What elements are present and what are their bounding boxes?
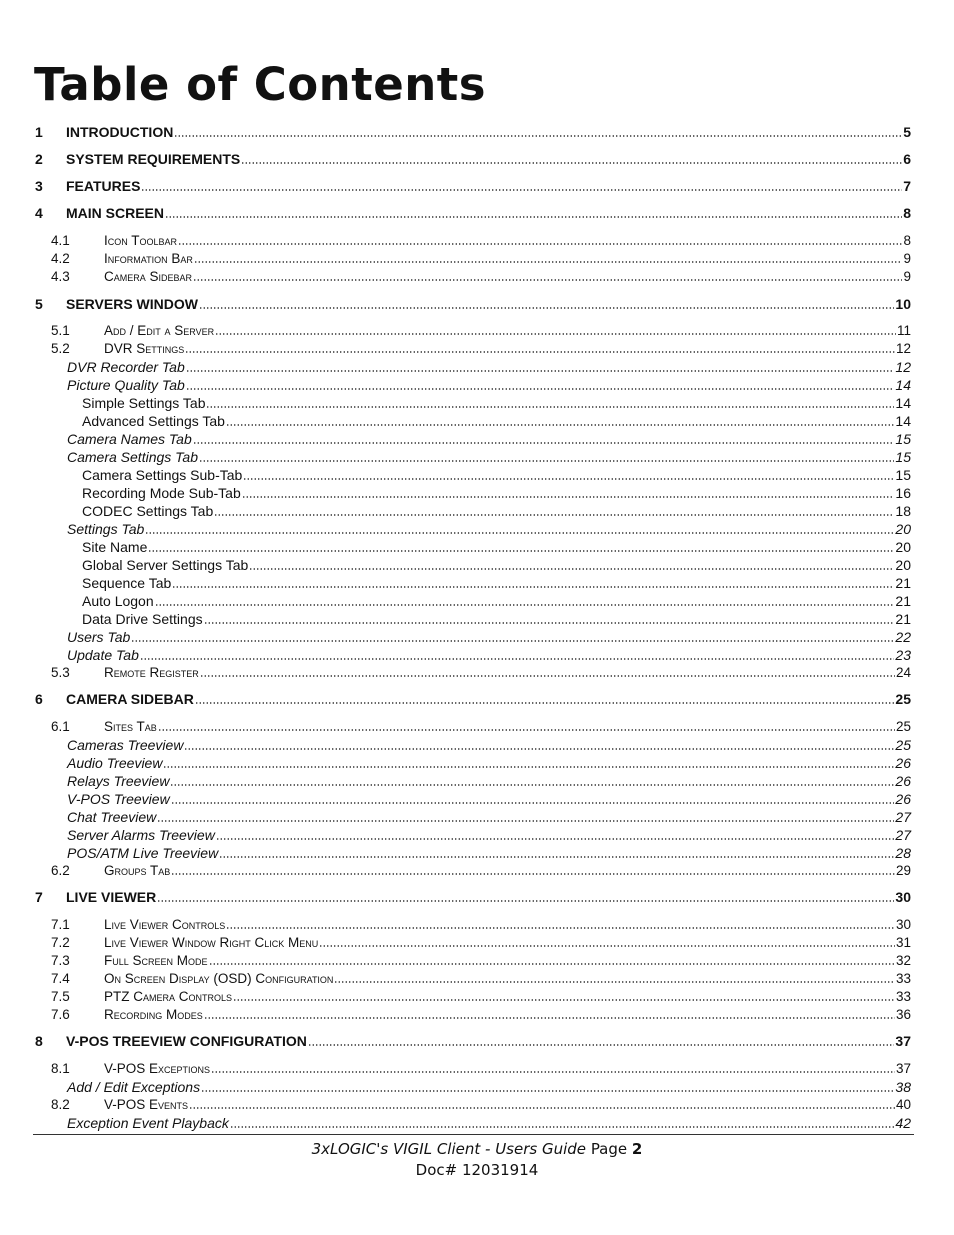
- dot-leader: [308, 1033, 895, 1047]
- toc-entry-label: CAMERA SIDEBAR: [66, 691, 194, 707]
- toc-entry[interactable]: [0, 575, 954, 591]
- toc-entry-label: Full Screen Mode: [104, 953, 208, 968]
- toc-entry[interactable]: [0, 467, 954, 483]
- dot-leader: [230, 1115, 895, 1129]
- toc-entry-label: Live Viewer Window Right Click Menu: [104, 935, 319, 950]
- toc-entry-page-number: 25: [895, 719, 911, 734]
- dot-leader: [186, 359, 895, 373]
- toc-entry[interactable]: [0, 953, 954, 968]
- toc-entry-page-number: 20: [895, 539, 911, 555]
- toc-entry-label: Sites Tab: [104, 719, 157, 734]
- toc-entry-page-number: 42: [895, 1115, 911, 1131]
- toc-entry-page-number: 15: [895, 449, 911, 465]
- toc-entry-label: Update Tab: [67, 647, 139, 663]
- toc-entry-number: 8.2: [51, 1097, 70, 1112]
- dot-leader: [184, 737, 894, 751]
- toc-entry-number: 7: [35, 889, 43, 905]
- toc-entry[interactable]: [0, 539, 954, 555]
- toc-entry[interactable]: [0, 557, 954, 573]
- dot-leader: [174, 124, 902, 138]
- toc-entry[interactable]: [0, 359, 954, 375]
- toc-entry-page-number: 9: [903, 251, 911, 266]
- toc-entry-label: V-POS TREEVIEW CONFIGURATION: [66, 1033, 307, 1049]
- toc-entry-number: 2: [35, 151, 43, 167]
- toc-entry[interactable]: [0, 809, 954, 825]
- dot-leader: [186, 377, 895, 391]
- toc-entry-page-number: 26: [895, 755, 911, 771]
- footer-guide-title: 3xLOGIC's VIGIL Client - Users Guide: [311, 1140, 587, 1158]
- toc-entry[interactable]: [0, 1097, 954, 1112]
- toc-entry[interactable]: [0, 377, 954, 393]
- toc-entry[interactable]: [0, 593, 954, 609]
- toc-entry[interactable]: [0, 889, 954, 905]
- toc-entry-label: Data Drive Settings: [82, 611, 203, 627]
- toc-entry-label: V-POS Events: [104, 1097, 189, 1112]
- toc-entry-label: Picture Quality Tab: [67, 377, 185, 393]
- toc-entry-label: Chat Treeview: [67, 809, 157, 825]
- toc-entry-label: Site Name: [82, 539, 148, 555]
- toc-entry-page-number: 5: [903, 124, 911, 140]
- toc-entry[interactable]: [0, 251, 954, 266]
- dot-leader: [241, 151, 902, 165]
- toc-entry-label: Add / Edit a Server: [104, 323, 215, 338]
- toc-entry-label: LIVE VIEWER: [66, 889, 157, 905]
- toc-entry-label: Auto Logon: [82, 593, 154, 609]
- toc-entry-page-number: 27: [895, 809, 911, 825]
- dot-leader: [172, 575, 894, 589]
- toc-entry-label: Camera Settings Tab: [67, 449, 198, 465]
- toc-entry-label: Add / Edit Exceptions: [67, 1079, 201, 1095]
- toc-entry[interactable]: [0, 629, 954, 645]
- toc-entry-page-number: 24: [895, 665, 911, 680]
- toc-entry-page-number: 7: [903, 178, 911, 194]
- toc-entry[interactable]: [0, 719, 954, 734]
- toc-entry-label: Recording Mode Sub-Tab: [82, 485, 241, 501]
- toc-entry-label: On Screen Display (OSD) Configuration: [104, 971, 334, 986]
- toc-entry-label: Cameras Treeview: [67, 737, 184, 753]
- toc-entry[interactable]: [0, 124, 954, 140]
- toc-entry[interactable]: [0, 989, 954, 1004]
- toc-entry-number: 7.5: [51, 989, 70, 1004]
- toc-entry-label: Camera Names Tab: [67, 431, 192, 447]
- dot-leader: [145, 521, 894, 535]
- dot-leader: [158, 719, 895, 733]
- toc-entry-number: 4.3: [51, 269, 70, 284]
- dot-leader: [155, 593, 895, 607]
- toc-entry-page-number: 30: [895, 917, 911, 932]
- toc-entry[interactable]: [0, 691, 954, 707]
- toc-entry-page-number: 20: [895, 521, 911, 537]
- toc-entry-number: 5.2: [51, 341, 70, 356]
- toc-entry[interactable]: [0, 827, 954, 843]
- dot-leader: [226, 413, 894, 427]
- toc-entry-number: 4.1: [51, 233, 70, 248]
- toc-entry[interactable]: [0, 791, 954, 807]
- toc-entry[interactable]: [0, 395, 954, 411]
- toc-entry-page-number: 25: [895, 737, 911, 753]
- toc-entry-label: Global Server Settings Tab: [82, 557, 249, 573]
- dot-leader: [242, 485, 895, 499]
- toc-entry-label: Remote Register: [104, 665, 199, 680]
- toc-entry-page-number: 29: [895, 863, 911, 878]
- toc-entry-label: V-POS Exceptions: [104, 1061, 211, 1076]
- dot-leader: [189, 1097, 895, 1111]
- toc-entry[interactable]: [0, 737, 954, 753]
- dot-leader: [171, 791, 895, 805]
- dot-leader: [200, 665, 895, 679]
- dot-leader: [243, 467, 894, 481]
- toc-entry-page-number: 32: [895, 953, 911, 968]
- toc-entry[interactable]: [0, 755, 954, 771]
- toc-entry-number: 4.2: [51, 251, 70, 266]
- toc-entry-page-number: 16: [895, 485, 911, 501]
- toc-entry-page-number: 33: [895, 971, 911, 986]
- toc-entry-label: Live Viewer Controls: [104, 917, 226, 932]
- toc-entry-label: DVR Recorder Tab: [67, 359, 185, 375]
- toc-entry-page-number: 14: [895, 395, 911, 411]
- dot-leader: [131, 629, 894, 643]
- dot-leader: [165, 205, 902, 219]
- toc-entry-page-number: 6: [903, 151, 911, 167]
- toc-entry-page-number: 20: [895, 557, 911, 573]
- toc-entry-page-number: 8: [903, 205, 911, 221]
- toc-entry-label: CODEC Settings Tab: [82, 503, 214, 519]
- toc-entry[interactable]: [0, 341, 954, 356]
- dot-leader: [204, 611, 895, 625]
- toc-entry-number: 5: [35, 296, 43, 312]
- toc-entry-page-number: 15: [895, 431, 911, 447]
- toc-entry[interactable]: [0, 665, 954, 680]
- toc-entry-page-number: 21: [895, 575, 911, 591]
- dot-leader: [170, 773, 894, 787]
- toc-entry-label: Server Alarms Treeview: [67, 827, 215, 843]
- toc-entry[interactable]: [0, 485, 954, 501]
- toc-entry-label: FEATURES: [66, 178, 141, 194]
- toc-entry-page-number: 14: [895, 377, 911, 393]
- toc-entry-page-number: 37: [895, 1061, 911, 1076]
- dot-leader: [141, 178, 902, 192]
- toc-entry-page-number: 31: [895, 935, 911, 950]
- toc-entry-page-number: 40: [895, 1097, 911, 1112]
- toc-entry-label: V-POS Treeview: [67, 791, 170, 807]
- toc-entry-label: SERVERS WINDOW: [66, 296, 198, 312]
- dot-leader: [249, 557, 894, 571]
- toc-entry-number: 7.2: [51, 935, 70, 950]
- toc-entry[interactable]: [0, 178, 954, 194]
- dot-leader: [219, 845, 894, 859]
- toc-entry-number: 6.2: [51, 863, 70, 878]
- toc-entry-page-number: 36: [895, 1007, 911, 1022]
- dot-leader: [148, 539, 894, 553]
- toc-entry-label: Exception Event Playback: [67, 1115, 229, 1131]
- toc-entry-page-number: 26: [895, 791, 911, 807]
- toc-entry-number: 4: [35, 205, 43, 221]
- toc-entry-label: Audio Treeview: [67, 755, 163, 771]
- toc-entry[interactable]: [0, 845, 954, 861]
- footer-doc-number: Doc# 12031914: [415, 1161, 539, 1179]
- toc-entry-label: Settings Tab: [67, 521, 145, 537]
- toc-entry-page-number: 8: [903, 233, 911, 248]
- toc-entry-number: 6: [35, 691, 43, 707]
- toc-entry-label: Groups Tab: [104, 863, 171, 878]
- dot-leader: [199, 449, 894, 463]
- toc-entry[interactable]: [0, 233, 954, 248]
- toc-entry-number: 7.1: [51, 917, 70, 932]
- toc-entry-page-number: 22: [895, 629, 911, 645]
- toc-entry-page-number: 9: [903, 269, 911, 284]
- dot-leader: [193, 269, 902, 283]
- toc-entry-label: DVR Settings: [104, 341, 185, 356]
- toc-entry[interactable]: [0, 971, 954, 986]
- toc-entry-page-number: 14: [895, 413, 911, 429]
- toc-entry[interactable]: [0, 151, 954, 167]
- toc-entry-page-number: 25: [895, 691, 911, 707]
- toc-entry[interactable]: [0, 1033, 954, 1049]
- toc-entry-number: 7.4: [51, 971, 70, 986]
- toc-entry-label: INTRODUCTION: [66, 124, 174, 140]
- dot-leader: [206, 395, 894, 409]
- toc-entry-label: Camera Settings Sub-Tab: [82, 467, 243, 483]
- toc-entry-number: 8: [35, 1033, 43, 1049]
- toc-entry-label: PTZ Camera Controls: [104, 989, 233, 1004]
- toc-entry-label: MAIN SCREEN: [66, 205, 165, 221]
- dot-leader: [163, 755, 894, 769]
- dot-leader: [211, 1061, 895, 1075]
- toc-entry-page-number: 27: [895, 827, 911, 843]
- toc-entry-label: Users Tab: [67, 629, 131, 645]
- toc-entry-page-number: 23: [895, 647, 911, 663]
- dot-leader: [216, 827, 895, 841]
- toc-entry[interactable]: [0, 449, 954, 465]
- toc-entry[interactable]: [0, 935, 954, 950]
- toc-entry-number: 7.3: [51, 953, 70, 968]
- toc-entry[interactable]: [0, 773, 954, 789]
- toc-entry-page-number: 10: [895, 296, 911, 312]
- toc-entry-number: 5.3: [51, 665, 70, 680]
- toc-entry-page-number: 26: [895, 773, 911, 789]
- footer-divider: [33, 1134, 914, 1135]
- toc-entry-page-number: 18: [895, 503, 911, 519]
- toc-entry-label: Advanced Settings Tab: [82, 413, 225, 429]
- toc-entry-label: Camera Sidebar: [104, 269, 193, 284]
- toc-entry-label: Relays Treeview: [67, 773, 170, 789]
- toc-entry[interactable]: [0, 1115, 954, 1131]
- toc-entry-number: 3: [35, 178, 43, 194]
- toc-entry[interactable]: [0, 917, 954, 932]
- toc-entry-page-number: 15: [895, 467, 911, 483]
- toc-entry[interactable]: [0, 611, 954, 627]
- toc-entry-number: 6.1: [51, 719, 70, 734]
- toc-entry-page-number: 28: [895, 845, 911, 861]
- dot-leader: [214, 503, 894, 517]
- toc-entry-page-number: 21: [895, 611, 911, 627]
- toc-entry-page-number: 12: [895, 359, 911, 375]
- toc-entry-page-number: 37: [895, 1033, 911, 1049]
- toc-entry-label: SYSTEM REQUIREMENTS: [66, 151, 241, 167]
- dot-leader: [157, 889, 894, 903]
- toc-entry-label: Simple Settings Tab: [82, 395, 206, 411]
- dot-leader: [233, 989, 895, 1003]
- footer-page-number: 2: [631, 1140, 643, 1158]
- toc-entry-number: 5.1: [51, 323, 70, 338]
- dot-leader: [204, 1007, 895, 1021]
- dot-leader: [209, 953, 895, 967]
- toc-entry-page-number: 30: [895, 889, 911, 905]
- toc-entry[interactable]: [0, 521, 954, 537]
- dot-leader: [140, 647, 895, 661]
- dot-leader: [178, 233, 902, 247]
- toc-entry[interactable]: [0, 647, 954, 663]
- dot-leader: [215, 323, 896, 337]
- toc-entry[interactable]: [0, 1007, 954, 1022]
- dot-leader: [193, 431, 895, 445]
- page-title: Table of Contents: [34, 58, 487, 111]
- dot-leader: [201, 1079, 894, 1093]
- toc-entry-label: Recording Modes: [104, 1007, 203, 1022]
- toc-entry-number: 8.1: [51, 1061, 70, 1076]
- toc-entry[interactable]: [0, 863, 954, 878]
- dot-leader: [171, 863, 895, 877]
- dot-leader: [319, 935, 895, 949]
- toc-entry[interactable]: [0, 323, 954, 338]
- toc-entry[interactable]: [0, 1061, 954, 1076]
- dot-leader: [334, 971, 895, 985]
- toc-entry-number: 7.6: [51, 1007, 70, 1022]
- footer-page-word: Page: [590, 1140, 628, 1158]
- dot-leader: [226, 917, 895, 931]
- toc-entry[interactable]: [0, 413, 954, 429]
- toc-entry-page-number: 12: [895, 341, 911, 356]
- toc-entry-page-number: 38: [895, 1079, 911, 1095]
- toc-entry-label: Icon Toolbar: [104, 233, 178, 248]
- toc-entry[interactable]: [0, 296, 954, 312]
- dot-leader: [157, 809, 894, 823]
- toc-entry-page-number: 11: [896, 323, 911, 338]
- toc-entry[interactable]: [0, 1079, 954, 1095]
- toc-entry-label: Information Bar: [104, 251, 193, 266]
- toc-entry[interactable]: [0, 503, 954, 519]
- dot-leader: [199, 296, 894, 310]
- dot-leader: [194, 251, 903, 265]
- toc-entry-page-number: 33: [895, 989, 911, 1004]
- toc-entry[interactable]: [0, 205, 954, 221]
- toc-entry-number: 1: [35, 124, 43, 140]
- dot-leader: [185, 341, 895, 355]
- toc-entry-label: POS/ATM Live Treeview: [67, 845, 219, 861]
- toc-entry[interactable]: [0, 269, 954, 284]
- toc-entry-page-number: 21: [895, 593, 911, 609]
- footer-title-line: [0, 1140, 954, 1158]
- toc-entry-label: Sequence Tab: [82, 575, 172, 591]
- toc-entry[interactable]: [0, 431, 954, 447]
- dot-leader: [195, 691, 895, 705]
